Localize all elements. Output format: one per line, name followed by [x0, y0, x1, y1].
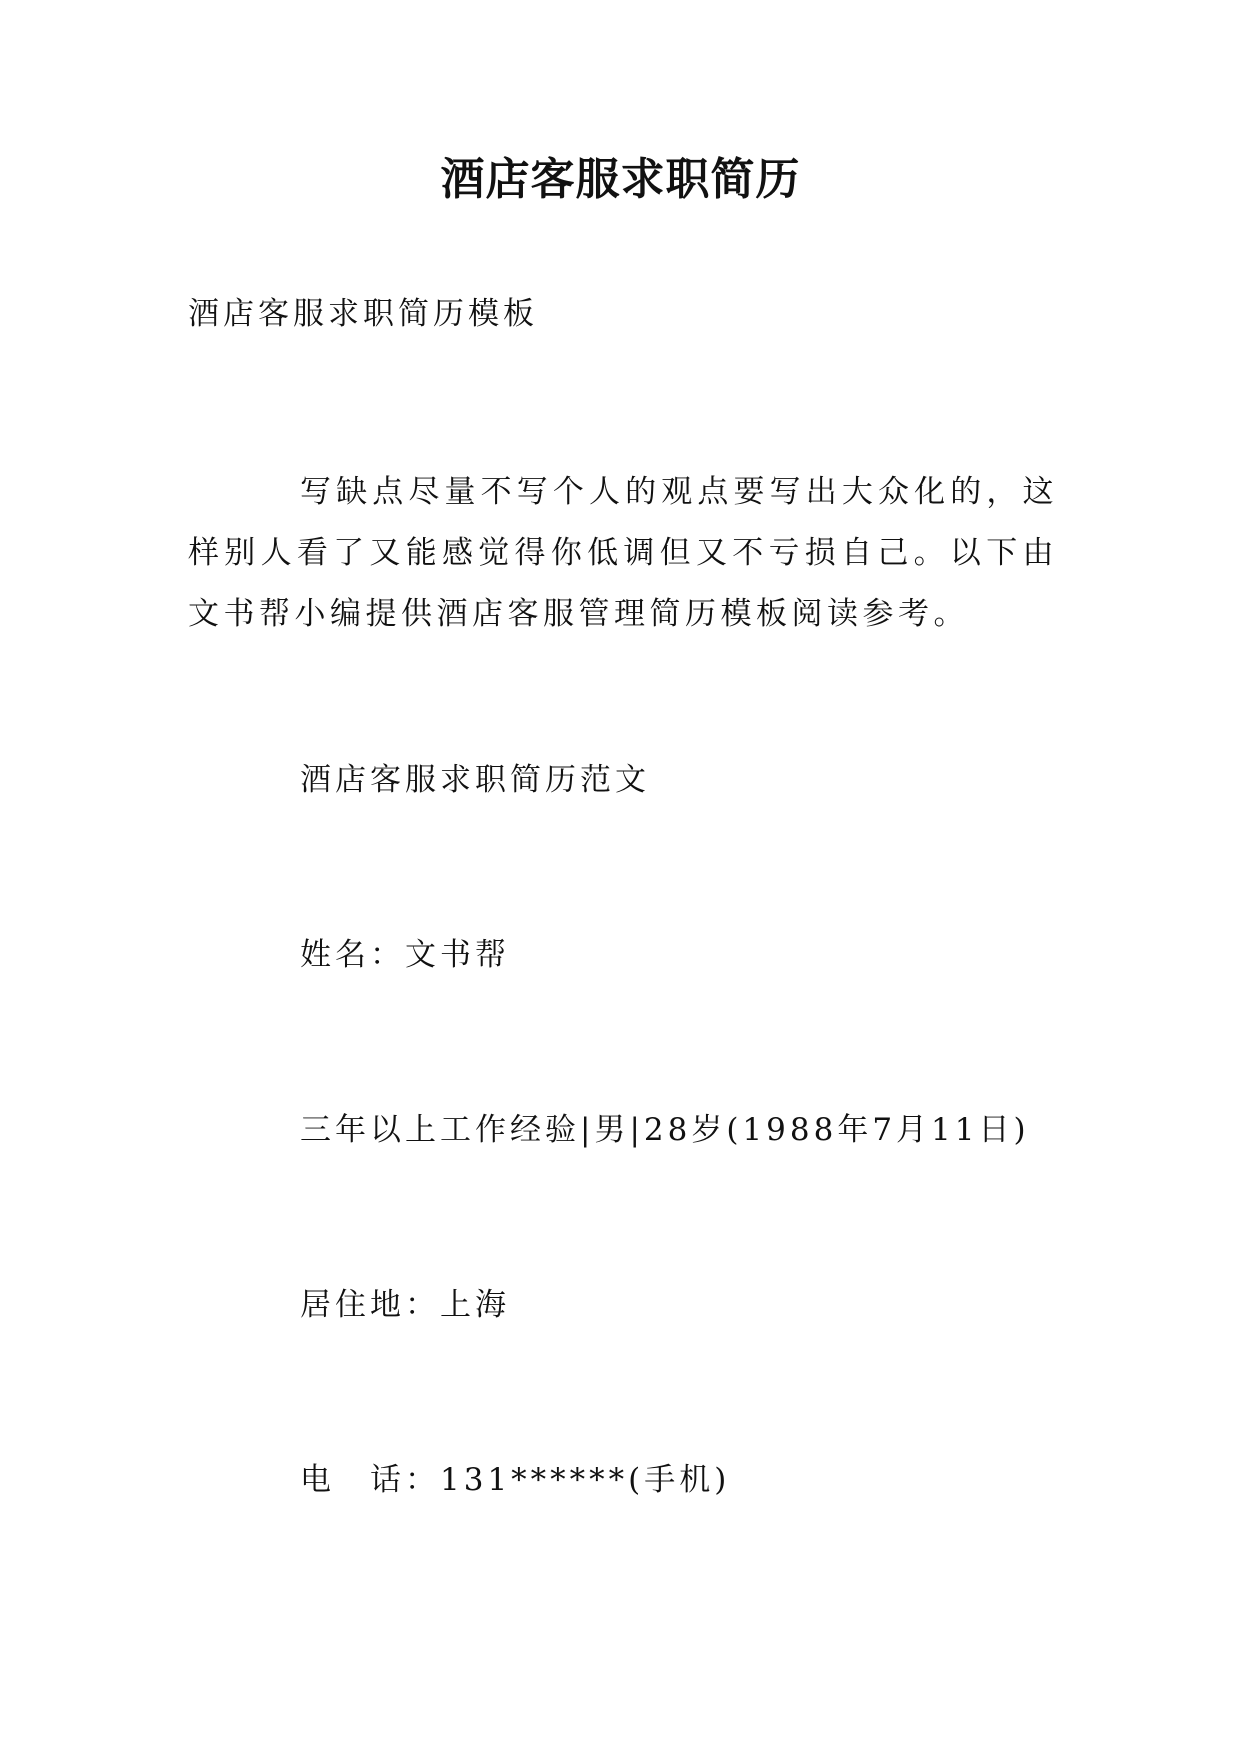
document-title: 酒店客服求职简历 [440, 154, 801, 205]
sample-resume-heading: 酒店客服求职简历范文 [300, 762, 650, 798]
residence-line: 居住地：上海 [300, 1287, 510, 1323]
intro-paragraph: 写缺点尽量不写个人的观点要写出大众化的，这样别人看了又能感觉得你低调但又不亏损自己。以下由文书帮小编提供酒店客服管理简历模板阅读参考。 [188, 474, 1058, 632]
experience-summary-line: 三年以上工作经验|男|28岁(1988年7月11日) [300, 1112, 1030, 1148]
resume-template-label: 酒店客服求职简历模板 [188, 296, 538, 332]
phone-line: 电 话：131******(手机) [300, 1462, 731, 1498]
name-line: 姓名：文书帮 [300, 937, 510, 973]
